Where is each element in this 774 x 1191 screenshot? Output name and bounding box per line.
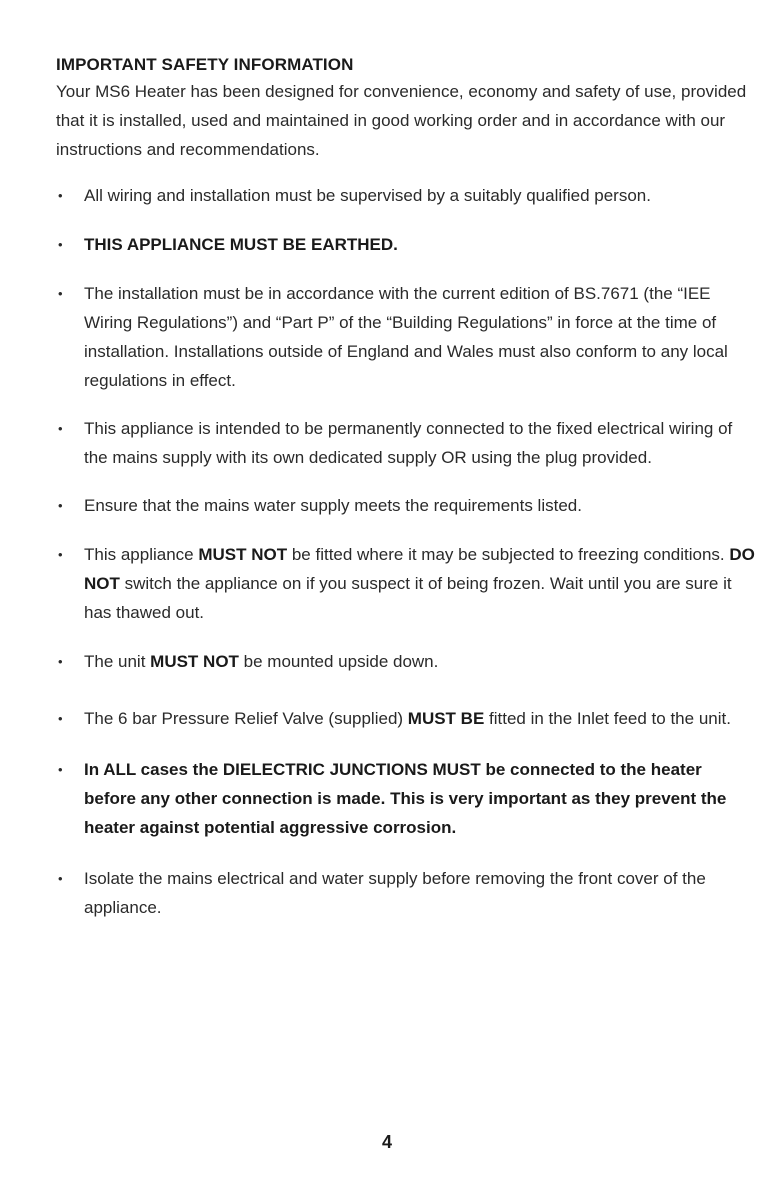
list-item-text: All wiring and installation must be supervised by a suitably qualified person. [84,186,651,205]
section-title: IMPORTANT SAFETY INFORMATION [56,55,354,74]
list-item-bold-text: THIS APPLIANCE MUST BE EARTHED. [84,235,398,254]
intro-paragraph: Your MS6 Heater has been designed for convenience, economy and safety of use, provided that it is installed, used and maintained in good working order and in accordance with our instructions and recommendations. [56,82,747,159]
list-item-bold-text: MUST BE [407,709,485,728]
list-item-dielectric-junctions [56,755,756,842]
list-item-text: be fitted where it may be subjected to freezing conditions. [287,545,730,564]
safety-info-page [56,54,756,922]
list-item-text: Ensure that the mains water supply meets the requirements listed. [84,496,582,515]
list-item-text: switch the appliance on if you suspect it of being frozen. Wait until you are sure it has thawed out. [84,574,732,622]
list-item-text: This appliance is intended to be permanently connected to the fixed electrical wiring of the mains supply with its own dedicated supply OR using the plug provided. [84,419,733,467]
list-item-wiring-supervision [56,181,756,210]
list-item-mounting [56,647,756,676]
list-item-text: The installation must be in accordance with the current edition of BS.7671 (the “IEE Wiring Regulations”) and “Part P” of the “Building Regulations” in force at the time of installation. Installations outside of England and Wales must also conform to any local regulations in effect. [84,284,728,390]
list-item-bold-text: MUST NOT [150,652,239,671]
list-item-bold-text: DO NOT [84,545,755,593]
list-item-installation-regulations [56,279,756,395]
list-item-text: be mounted upside down. [238,652,439,671]
list-item-bold-text: In ALL cases the DIELECTRIC JUNCTIONS MUST be connected to the heater before any other connection is made. This is very important as they prevent the heater against potential aggressive corrosion. [84,760,727,837]
list-item-freezing [56,540,756,627]
safety-list [56,181,756,922]
list-item-text: This appliance [84,545,199,564]
list-item-pressure-relief-valve [56,704,756,733]
list-item-text: The 6 bar Pressure Relief Valve (supplied) [84,709,408,728]
list-item-isolate-supply [56,864,756,922]
list-item-water-supply [56,491,756,520]
list-item-bold-text: MUST NOT [198,545,288,564]
list-item-earthed [56,230,756,259]
list-item-permanent-connection [56,414,756,472]
list-item-text: fitted in the Inlet feed to the unit. [484,709,731,728]
page-number: 4 [381,1132,392,1152]
list-item-text: Isolate the mains electrical and water supply before removing the front cover of the appliance. [84,869,706,917]
list-item-text: The unit [84,652,151,671]
